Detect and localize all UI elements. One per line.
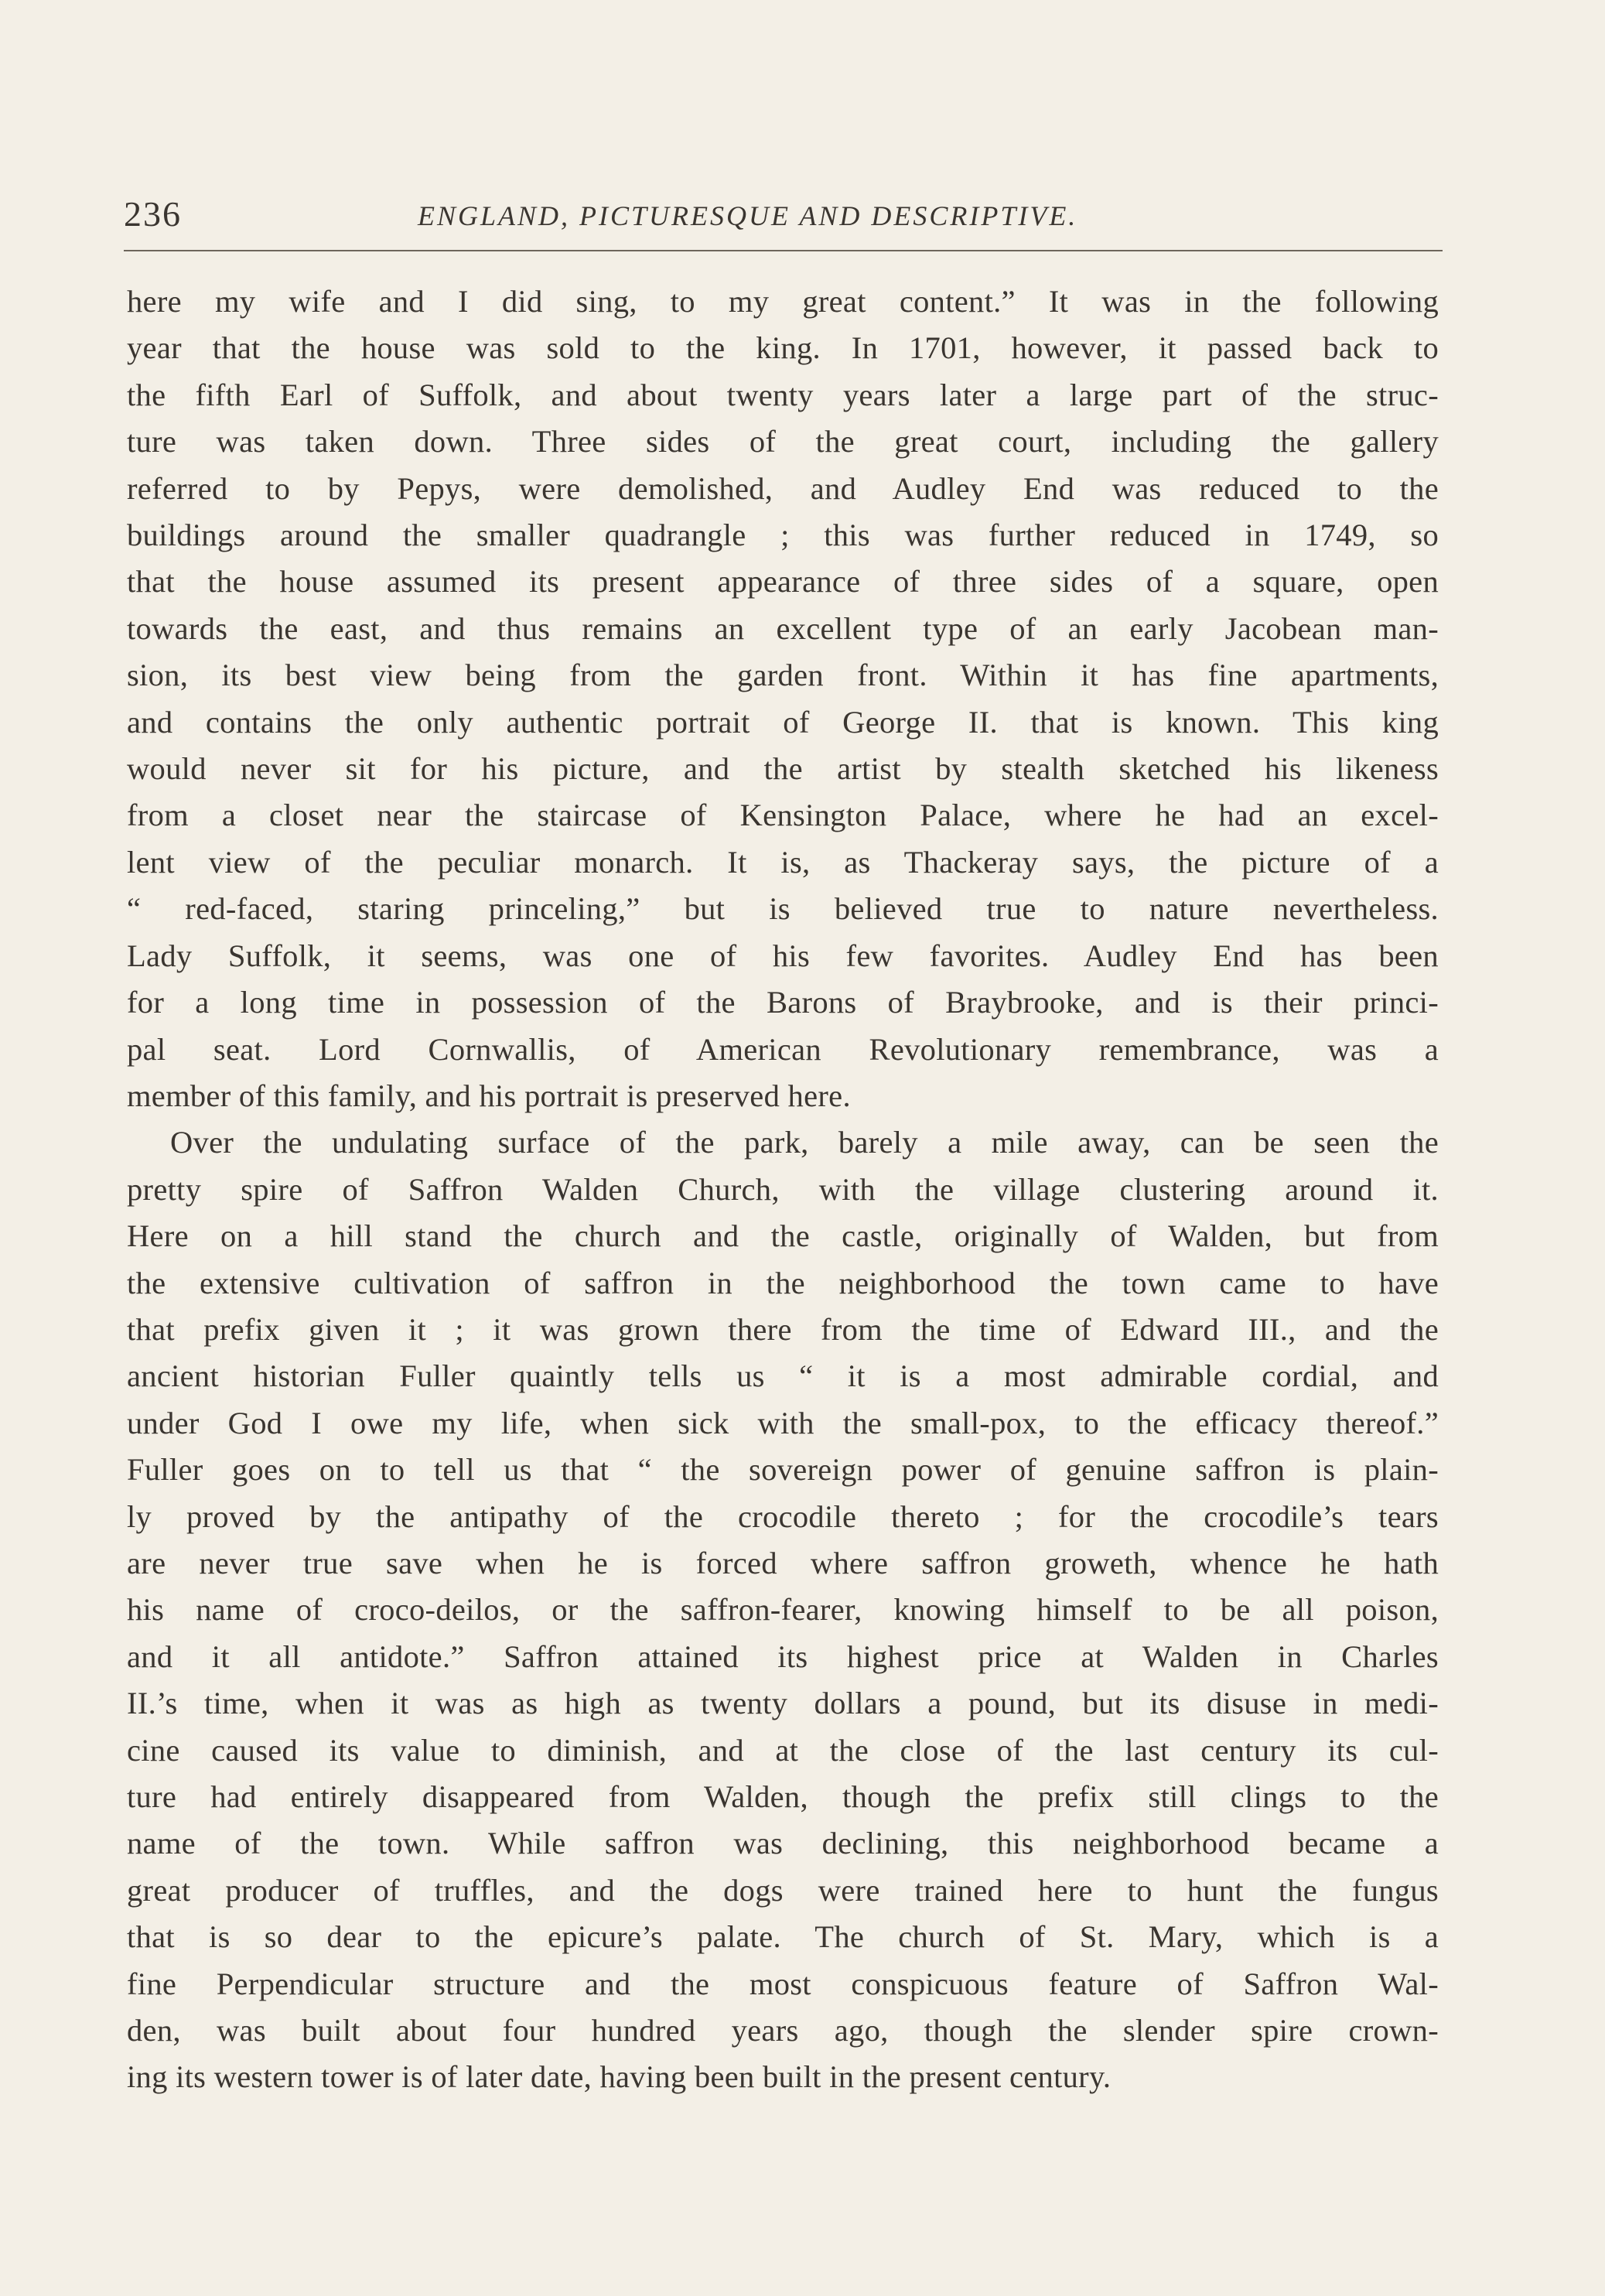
text-line: referred to by Pepys, were demolished, and Audley End was reduced to the — [127, 470, 1439, 506]
text-line: and contains the only authentic portrait of George II. that is known. This king — [127, 704, 1439, 740]
text-line: pal seat. Lord Cornwallis, of American Revolutionary remembrance, was a — [127, 1031, 1439, 1067]
text-line: ture was taken down. Three sides of the great court, including the gallery — [127, 424, 1439, 460]
text-line: name of the town. While saffron was declining, this neighborhood became a — [127, 1826, 1439, 1861]
page-header — [124, 193, 1443, 243]
text-line: den, was built about four hundred years ago, though the slender spire crown- — [127, 2013, 1439, 2048]
text-line: the fifth Earl of Suffolk, and about twenty years later a large part of the struc- — [127, 377, 1439, 412]
text-line: Fuller goes on to tell us that “ the sovereign power of genuine saffron is plain- — [127, 1452, 1439, 1488]
text-line: Lady Suffolk, it seems, was one of his few favorites. Audley End has been — [127, 938, 1439, 973]
text-line: great producer of truffles, and the dogs were trained here to hunt the fungus — [127, 1872, 1439, 1908]
text-line: buildings around the smaller quadrangle ; this was further reduced in 1749, so — [127, 518, 1439, 553]
text-line: from a closet near the staircase of Kensington Palace, where he had an excel- — [127, 798, 1439, 833]
running-title: ENGLAND, PICTURESQUE AND DESCRIPTIVE. — [418, 200, 1078, 231]
body-text — [127, 278, 1439, 2101]
text-line: cine caused its value to diminish, and at the close of the last century its cul- — [127, 1732, 1439, 1768]
text-line: II.’s time, when it was as high as twenty dollars a pound, but its disuse in medi- — [127, 1686, 1439, 1721]
text-line: year that the house was sold to the king. In 1701, however, it passed back to — [127, 330, 1439, 366]
text-line: the extensive cultivation of saffron in the neighborhood the town came to have — [127, 1265, 1439, 1300]
text-line: sion, its best view being from the garden front. Within it has fine apartments, — [127, 658, 1439, 693]
text-line: fine Perpendicular structure and the most conspicuous feature of Saffron Wal- — [127, 1966, 1439, 2001]
text-line: Here on a hill stand the church and the castle, originally of Walden, but from — [127, 1218, 1439, 1254]
text-line: lent view of the peculiar monarch. It is, as Thackeray says, the picture of a — [127, 844, 1439, 880]
header-rule — [124, 250, 1443, 251]
text-line: Over the undulating surface of the park, barely a mile away, can be seen the — [170, 1125, 1439, 1160]
text-line: here my wife and I did sing, to my great content.” It was in the following — [127, 284, 1439, 319]
paragraph-1 — [127, 278, 1439, 1119]
text-line: ly proved by the antipathy of the crocodile thereto ; for the crocodile’s tears — [127, 1498, 1439, 1534]
text-line: ing its western tower is of later date, having been built in the present century. — [127, 2059, 1112, 2095]
text-line: that prefix given it ; it was grown there from the time of Edward III., and the — [127, 1311, 1439, 1347]
text-line: are never true save when he is forced where saffron groweth, whence he hath — [127, 1545, 1439, 1580]
text-line: ture had entirely disappeared from Walden, though the prefix still clings to the — [127, 1779, 1439, 1814]
text-line: his name of croco-deilos, or the saffron-fearer, knowing himself to be all poison, — [127, 1592, 1439, 1628]
text-line: pretty spire of Saffron Walden Church, with the village clustering around it. — [127, 1171, 1439, 1207]
text-line: “ red-faced, staring princeling,” but is believed true to nature nevertheless. — [127, 891, 1439, 927]
text-line: that the house assumed its present appearance of three sides of a square, open — [127, 564, 1439, 600]
text-line: ancient historian Fuller quaintly tells us “ it is a most admirable cordial, and — [127, 1358, 1439, 1394]
text-line: would never sit for his picture, and the artist by stealth sketched his likeness — [127, 751, 1439, 787]
text-line: for a long time in possession of the Barons of Braybrooke, and is their princi- — [127, 985, 1439, 1020]
text-line: towards the east, and thus remains an excellent type of an early Jacobean man- — [127, 610, 1439, 646]
paragraph-2 — [127, 1119, 1439, 2101]
text-line: that is so dear to the epicure’s palate. The church of St. Mary, which is a — [127, 1919, 1439, 1955]
page-number: 236 — [124, 194, 182, 234]
text-line: member of this family, and his portrait is preserved here. — [127, 1078, 851, 1113]
text-line: under God I owe my life, when sick with the small-pox, to the efficacy thereof.” — [127, 1405, 1439, 1440]
text-line: and it all antidote.” Saffron attained its highest price at Walden in Charles — [127, 1638, 1439, 1674]
